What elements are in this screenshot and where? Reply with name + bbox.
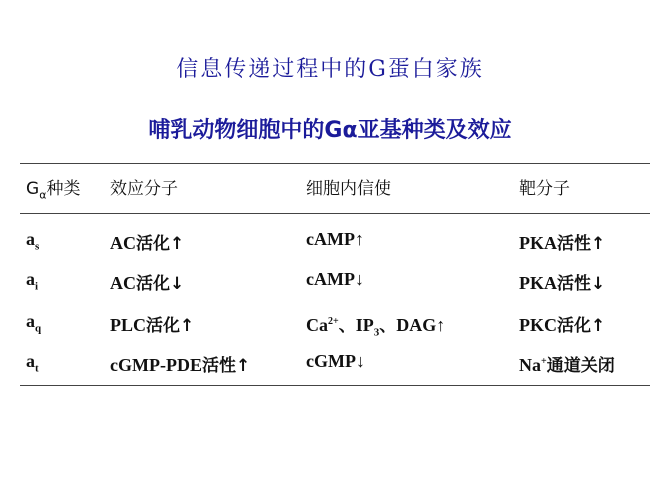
header-galpha-type: $G_\alpha$种类 (26, 179, 81, 202)
header-target: 靶分子 (519, 179, 570, 199)
row-i-subunit: $a_i$ (26, 269, 39, 293)
table-header-rule (20, 213, 650, 214)
row-s-target: PKA活性↑ (519, 233, 606, 254)
row-t-target: Na+通道关闭 (519, 355, 615, 376)
row-t-messenger: cGMP↓ (306, 351, 365, 371)
table-top-rule (20, 163, 650, 164)
row-s-messenger: cAMP↑ (306, 229, 364, 249)
row-q-messenger: $Ca^{2+}$、$IP_3$、DAG↑ (306, 315, 446, 339)
row-q-target: PKC活化↑ (519, 315, 606, 336)
row-s-effector: AC活化↑ (110, 233, 185, 254)
table-bottom-rule (20, 385, 650, 386)
row-i-target: PKA活性↓ (519, 273, 606, 294)
slide-subtitle: 哺乳动物细胞中的Gα亚基种类及效应 (148, 118, 512, 143)
row-q-effector: PLC活化↑ (110, 315, 195, 336)
slide-title: 信息传递过程中的G蛋白家族 (176, 57, 484, 82)
header-effector: 效应分子 (110, 179, 178, 199)
row-i-messenger: cAMP↓ (306, 269, 364, 289)
row-t-subunit: $a_t$ (26, 351, 39, 375)
row-t-effector: cGMP-PDE活性↑ (110, 355, 251, 376)
row-i-effector: AC活化↓ (110, 273, 185, 294)
header-messenger: 细胞内信使 (306, 179, 391, 199)
row-q-subunit: $a_q$ (26, 311, 42, 335)
row-s-subunit: $a_s$ (26, 229, 40, 253)
